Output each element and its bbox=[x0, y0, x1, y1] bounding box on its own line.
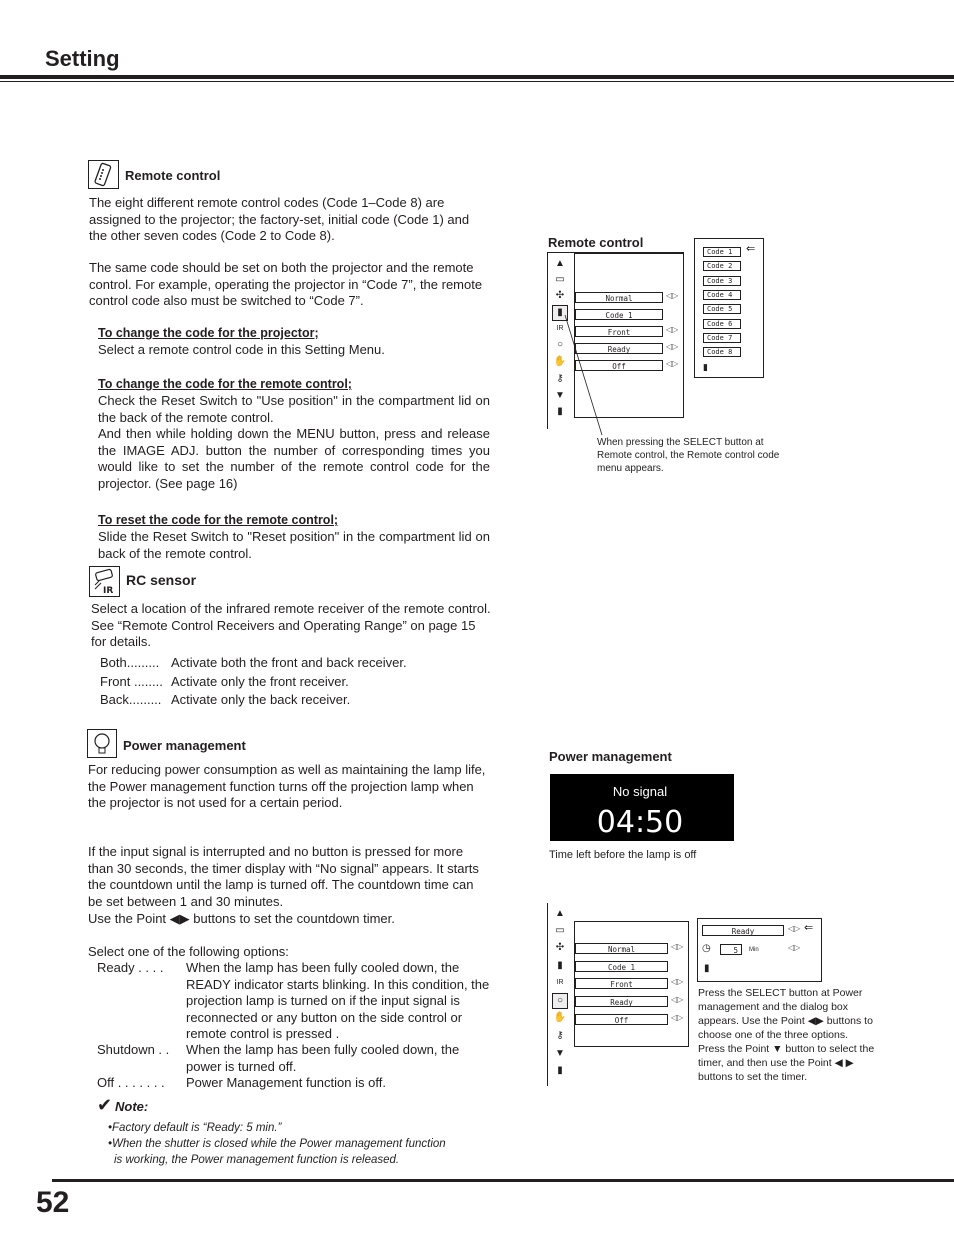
pm-option-ready-key: Ready . . . . bbox=[97, 960, 164, 975]
checkmark-icon: ✔ bbox=[97, 1095, 113, 1115]
sub2-text1: Check the Reset Switch to "Use position" in the compartment lid on the back of the remote control. bbox=[98, 393, 490, 425]
key-icon: ⚷ bbox=[556, 1030, 564, 1041]
rc-option-both-key: Both......... bbox=[100, 655, 160, 670]
pm-option-ready-desc: When the lamp has been fully cooled down, the READY indicator starts blinking. In this condition, the projection lamp is turned on if the input signal is reconnected or any button on the side control or remote control is pressed . bbox=[186, 960, 490, 1041]
menu-arrows-3: ◁▷ bbox=[666, 325, 679, 334]
pm-option-off-key: Off . . . . . . . bbox=[97, 1075, 165, 1090]
code-item[interactable]: Code 8 bbox=[703, 347, 741, 357]
screen-icon: ▭ bbox=[555, 925, 565, 936]
code-item[interactable]: Code 4 bbox=[703, 290, 741, 300]
fig-remote-leader-line bbox=[560, 310, 620, 440]
note-line-2: •When the shutter is closed while the Power management function bbox=[108, 1138, 446, 1150]
menu-item-ready[interactable]: Ready bbox=[575, 996, 668, 1007]
pm-option-off-desc: Power Management function is off. bbox=[186, 1075, 386, 1090]
menu-arrows-5: ◁▷ bbox=[671, 1013, 684, 1022]
down-arrow-icon: ▼ bbox=[555, 390, 565, 401]
power-para2: If the input signal is interrupted and no button is pressed for more than 30 seconds, the timer display with “No signal” appears. It starts the countdown until the lamp is turned off. The countdown time can be set between 1 and 30 minutes. bbox=[88, 844, 479, 909]
code-exit-icon: ▮ bbox=[703, 362, 708, 372]
power-para1: For reducing power consumption as well as maintaining the lamp life, the Power management function turns off the projection lamp when the projector is not used for a certain period. bbox=[88, 762, 486, 810]
fig-remote-caption: When pressing the SELECT button at Remote control, the Remote control code menu appears. bbox=[597, 437, 780, 474]
timer-unit: Min bbox=[749, 947, 759, 953]
note-line-1: •Factory default is “Ready: 5 min.” bbox=[108, 1122, 282, 1134]
power-para4: Select one of the following options: bbox=[88, 944, 289, 959]
header-rule-thin bbox=[0, 81, 954, 82]
fan-icon: ✣ bbox=[555, 290, 565, 301]
menu-item-code[interactable]: Code 1 bbox=[575, 309, 663, 320]
rc-option-back-key: Back......... bbox=[100, 692, 162, 707]
menu-arrows-4: ◁▷ bbox=[671, 995, 684, 1004]
power-para3: Use the Point ◀▶ buttons to set the countdown timer. bbox=[88, 911, 395, 926]
remote-control-para2: The same code should be set on both the projector and the remote control. For example, operating the projector in “Code 7”, the remote control code also must be switched to “Code 7”. bbox=[89, 260, 483, 308]
page-header-title: Setting bbox=[45, 46, 120, 71]
fig-power-menu-panel bbox=[574, 921, 689, 1047]
lamp-selected-icon: ○ bbox=[552, 993, 568, 1009]
screen-icon: ▭ bbox=[555, 274, 565, 285]
pm-option-shutdown-desc: When the lamp has been fully cooled down, the power is turned off. bbox=[186, 1042, 460, 1074]
menu-arrows-4: ◁▷ bbox=[666, 342, 679, 351]
dialog-exit-icon[interactable]: ▮ bbox=[704, 963, 710, 974]
rc-sensor-text: Select a location of the infrared remote receiver of the remote control. See “Remote Control Receivers and Operating Range” on page 15 for details. bbox=[91, 601, 491, 649]
timer-clock-icon: ◷ bbox=[702, 943, 711, 954]
svg-text:IR: IR bbox=[103, 586, 114, 596]
menu-item-off[interactable]: Off bbox=[575, 1014, 668, 1025]
rc-option-both-desc: Activate both the front and back receiver. bbox=[171, 655, 407, 670]
no-signal-text: No signal bbox=[612, 784, 668, 799]
sub1-title: To change the code for the projector; bbox=[98, 326, 319, 340]
remote-control-para1: The eight different remote control codes (Code 1–Code 8) are assigned to the projector; the factory-set, initial code (Code 1) and the other seven codes (Code 2 to Code 8). bbox=[89, 195, 470, 243]
menu-item-front[interactable]: Front bbox=[575, 326, 663, 337]
menu-arrows-5: ◁▷ bbox=[666, 359, 679, 368]
code-item[interactable]: Code 1 bbox=[703, 247, 741, 257]
power-mode-select[interactable]: Ready bbox=[702, 925, 784, 936]
fig-power-caption1: Time left before the lamp is off bbox=[549, 849, 697, 861]
footer-rule bbox=[52, 1179, 954, 1182]
power-dialog-box bbox=[697, 918, 822, 982]
rc-option-front-desc: Activate only the front receiver. bbox=[171, 674, 349, 689]
menu-item-normal[interactable]: Normal bbox=[575, 292, 663, 303]
power-management-title: Power management bbox=[123, 738, 246, 753]
code-item[interactable]: Code 5 bbox=[703, 304, 741, 314]
code-item[interactable]: Code 2 bbox=[703, 261, 741, 271]
code-item[interactable]: Code 3 bbox=[703, 276, 741, 286]
key-icon: ⚷ bbox=[556, 373, 564, 384]
sub3-title: To reset the code for the remote control; bbox=[98, 513, 339, 527]
menu-item-code[interactable]: Code 1 bbox=[575, 961, 668, 972]
power-management-icon bbox=[87, 729, 117, 758]
pointer-hand-icon: ⇐ bbox=[804, 922, 814, 934]
fig-remote-code-panel bbox=[694, 238, 764, 378]
rc-sensor-title: RC sensor bbox=[126, 572, 197, 588]
menu-item-off[interactable]: Off bbox=[575, 360, 663, 371]
dialog-arrows-1: ◁▷ bbox=[788, 924, 801, 933]
fig-power-label: Power management bbox=[549, 749, 672, 764]
remote-icon: ▮ bbox=[557, 960, 563, 971]
exit-icon: ▮ bbox=[557, 1065, 563, 1076]
countdown-time: 04:50 bbox=[596, 805, 684, 840]
no-signal-screen bbox=[550, 774, 734, 841]
remote-selected-icon: ▮ bbox=[552, 305, 568, 321]
hand-icon: ✋ bbox=[553, 1012, 567, 1023]
up-arrow-icon: ▲ bbox=[555, 258, 565, 269]
note-line-3: is working, the Power management function is released. bbox=[114, 1154, 400, 1166]
ir-icon: IR bbox=[556, 979, 564, 986]
exit-icon: ▮ bbox=[557, 406, 563, 417]
fig-remote-label: Remote control bbox=[548, 235, 644, 250]
rc-sensor-icon bbox=[89, 566, 120, 597]
menu-item-front[interactable]: Front bbox=[575, 978, 668, 989]
hand-icon: ✋ bbox=[553, 356, 567, 367]
sub1-text: Select a remote control code in this Setting Menu. bbox=[98, 342, 385, 357]
down-arrow-icon: ▼ bbox=[555, 1048, 565, 1059]
pm-option-shutdown-key: Shutdown . . bbox=[97, 1042, 170, 1057]
sub3-text: Slide the Reset Switch to "Reset position" in the compartment lid on back of the remote control. bbox=[98, 529, 490, 561]
menu-item-normal[interactable]: Normal bbox=[575, 943, 668, 954]
dialog-arrows-2: ◁▷ bbox=[788, 943, 801, 952]
code-item[interactable]: Code 6 bbox=[703, 319, 741, 329]
menu-item-ready[interactable]: Ready bbox=[575, 343, 663, 354]
remote-control-icon bbox=[88, 160, 119, 189]
page-number: 52 bbox=[36, 1186, 70, 1219]
lamp-icon: ○ bbox=[556, 339, 564, 350]
pointer-hand-icon: ⇐ bbox=[746, 243, 756, 255]
menu-arrows-1: ◁▷ bbox=[671, 942, 684, 951]
sub2-title: To change the code for the remote control; bbox=[98, 377, 352, 391]
menu-arrows-3: ◁▷ bbox=[671, 977, 684, 986]
code-item[interactable]: Code 7 bbox=[703, 333, 741, 343]
rc-option-back-desc: Activate only the back receiver. bbox=[171, 692, 351, 707]
sub2-text2: And then while holding down the MENU button, press and release the IMAGE ADJ. button the number of corresponding times you would like to set the number of the remote control code for the projector. (See page 16) bbox=[98, 426, 490, 491]
header-rule bbox=[0, 75, 954, 79]
note-title: Note: bbox=[115, 1099, 149, 1114]
menu-arrows-1: ◁▷ bbox=[666, 291, 679, 300]
fig-power-sidebar bbox=[547, 905, 574, 1085]
fig-power-caption2: Press the SELECT button at Power management and the dialog box appears. Use the Point ◀▶ buttons to choose one of the three options. Press the Point ▼ button to select the timer, and then use the Point ◀ ▶ buttons to set the timer. bbox=[698, 987, 875, 1083]
remote-control-title: Remote control bbox=[125, 168, 221, 183]
timer-value-field[interactable]: 5 bbox=[720, 944, 742, 955]
rc-option-front-key: Front ........ bbox=[100, 674, 163, 689]
ir-icon: IR bbox=[556, 325, 564, 332]
up-arrow-icon: ▲ bbox=[555, 908, 565, 919]
fan-icon: ✣ bbox=[555, 942, 565, 953]
